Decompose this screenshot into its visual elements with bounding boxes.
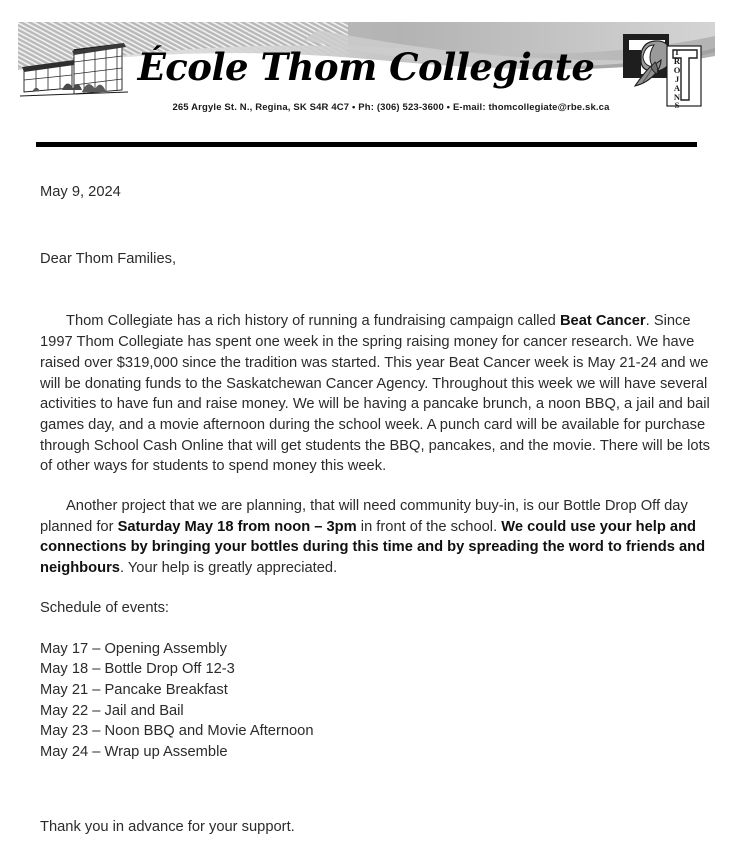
para1-bold-beat-cancer: Beat Cancer <box>559 313 646 330</box>
para2-text-b: in front of the school. <box>356 518 502 535</box>
letterhead <box>18 22 715 118</box>
letter-body <box>40 182 718 837</box>
svg-text:S: S <box>674 100 680 110</box>
para1-text-a: Thom Collegiate has a rich history of running a fundraising campaign called <box>66 313 560 330</box>
svg-text:N: N <box>673 92 681 102</box>
school-address: 265 Argyle St. N., Regina, SK S4R 4C7 • Ph: (306) 523-3600 • E-mail: thomcollegiate@rbe.sk.ca <box>172 102 610 113</box>
header-divider-rule <box>36 142 697 147</box>
paragraph-bottle-drop <box>40 496 718 579</box>
letter-date: May 9, 2024 <box>40 184 121 200</box>
svg-text:A: A <box>673 83 681 93</box>
list-item: May 23 – Noon BBQ and Movie Afternoon <box>40 723 314 740</box>
para2-bold-datetime: Saturday May 18 from noon – 3pm <box>117 518 357 535</box>
list-item: May 18 – Bottle Drop Off 12-3 <box>40 661 235 678</box>
svg-text:T: T <box>674 47 680 57</box>
svg-text:J: J <box>674 74 680 84</box>
trojans-mascot-logo <box>621 32 703 110</box>
paragraph-beat-cancer <box>40 311 718 477</box>
para2-text-a: Another project that we are planning, that will need community buy-in, is our Bottle Drop Off day planned for <box>40 498 688 535</box>
svg-text:O: O <box>673 65 681 75</box>
list-item: May 17 – Opening Assembly <box>40 640 227 657</box>
letter-salutation: Dear Thom Families, <box>40 250 177 267</box>
list-item: May 24 – Wrap up Assemble <box>40 744 228 761</box>
list-item: May 21 – Pancake Breakfast <box>40 681 228 698</box>
para1-text-b: . Since 1997 Thom Collegiate has spent one week in the spring raising money for cancer research. We have raised over $319,000 since the tradition was started. This year Beat Cancer week is May 21-24 and we will be donating funds to the Saskatchewan Cancer Agency. Throughout this week we will have several activities to have fun and raise money. We will be having a pancake brunch, a noon BBQ, a jail and bail games day, and a movie afternoon during the school week. A punch card will be available for purchase through School Cash Online that will get students the BBQ, pancakes, and the movie. There will be lots of other ways for students to spend money this week. <box>40 313 711 475</box>
school-building-icon <box>18 38 130 104</box>
para2-bold-call-to-action: We could use your help and connections by bringing your bottles during this time and by spreading the word to friends and neighbours <box>40 518 706 577</box>
school-wordmark: École Thom Collegiate <box>137 45 595 89</box>
svg-text:R: R <box>673 56 681 66</box>
schedule-heading: Schedule of events: <box>40 599 170 616</box>
letter-page <box>0 22 733 849</box>
para2-text-c: . Your help is greatly appreciated. <box>119 560 338 577</box>
schedule-of-events-list <box>40 639 718 763</box>
letter-closing: Thank you in advance for your support. <box>40 818 295 835</box>
list-item: May 22 – Jail and Bail <box>40 702 184 719</box>
